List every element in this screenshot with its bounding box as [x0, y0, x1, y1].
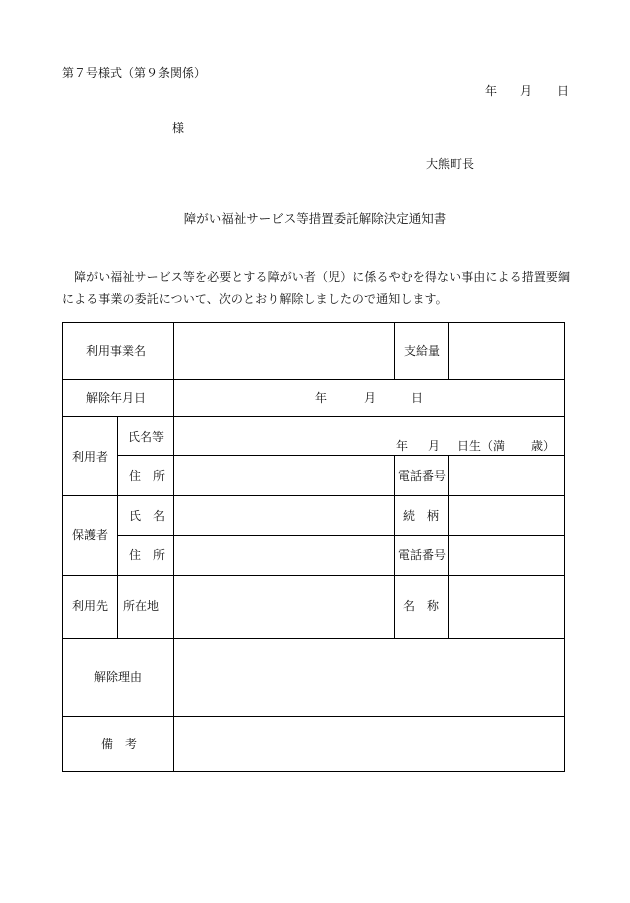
table-rule [173, 322, 174, 772]
issue-date-day: 日 [557, 84, 570, 98]
guardian-label: 保護者 [72, 528, 109, 542]
table-border-left [62, 322, 63, 772]
table-border-bottom [62, 771, 565, 772]
document-title: 障がい福祉サービス等措置委託解除決定通知書 [183, 211, 447, 226]
guardian-name-label: 氏 名 [129, 509, 166, 523]
birth-month: 月 [428, 439, 441, 453]
table-border-top [62, 322, 565, 323]
document-body: 障がい福祉サービス等を必要とする障がい者（児）に係るやむを得ない事由による措置要綱による事業の委託について、次のとおり解除しましたので通知します。 [62, 270, 571, 306]
issue-date-year: 年 [485, 84, 498, 98]
cancel-date-month: 月 [364, 391, 377, 405]
user-label: 利用者 [72, 450, 109, 464]
supply-amount-label: 支給量 [404, 344, 441, 358]
facility-name-label: 名 称 [403, 599, 440, 613]
birth-year: 年 [396, 439, 409, 453]
addressee-suffix: 様 [172, 121, 185, 135]
table-rule [62, 416, 565, 417]
table-rule [448, 495, 449, 638]
user-address-label: 住 所 [129, 469, 166, 483]
cancel-reason-label: 解除理由 [94, 670, 143, 684]
table-rule [62, 638, 565, 639]
birth-day-age-open: 日生（満 [457, 439, 506, 453]
destination-label: 利用先 [72, 599, 109, 613]
user-phone-label: 電話番号 [398, 469, 447, 483]
table-border-right [564, 322, 565, 772]
table-rule [448, 455, 449, 495]
cancel-date-year: 年 [315, 391, 328, 405]
relationship-label: 続 柄 [403, 509, 440, 523]
table-rule [62, 495, 565, 496]
guardian-phone-label: 電話番号 [398, 548, 447, 562]
cancel-date-day: 日 [411, 391, 424, 405]
user-name-label: 氏名等 [128, 430, 165, 444]
cancel-date-label: 解除年月日 [86, 391, 147, 405]
location-label: 所在地 [123, 599, 160, 613]
table-rule [117, 416, 118, 638]
table-rule [394, 322, 395, 379]
table-rule [62, 379, 565, 380]
table-rule [394, 495, 395, 638]
table-rule [117, 535, 565, 536]
remarks-label: 備 考 [101, 737, 138, 751]
birth-age-close: 歳） [531, 439, 556, 453]
business-name-label: 利用事業名 [86, 344, 147, 358]
table-rule [117, 455, 565, 456]
table-rule [62, 575, 565, 576]
table-rule [394, 455, 395, 495]
table-rule [448, 322, 449, 379]
issuer-name: 大熊町長 [426, 157, 475, 171]
form-number: 第７号様式（第９条関係） [62, 66, 207, 80]
issue-date-month: 月 [520, 84, 533, 98]
guardian-address-label: 住 所 [129, 548, 166, 562]
table-rule [62, 716, 565, 717]
